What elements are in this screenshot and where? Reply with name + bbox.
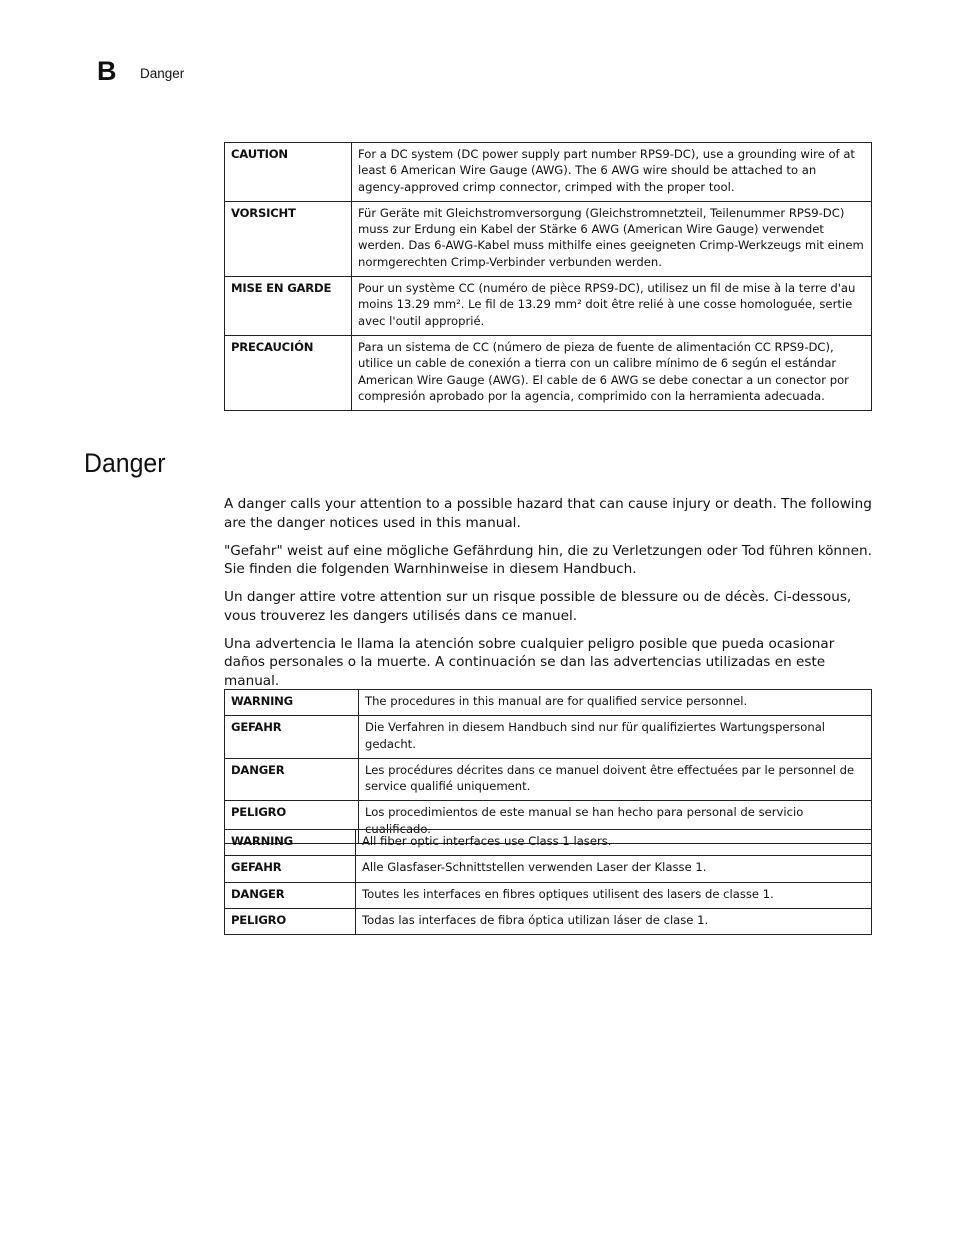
table-row bbox=[225, 277, 872, 336]
notice-text: Pour un système CC (numéro de pièce RPS9-DC), utilisez un fil de mise à la terre d'au moins 13.29 mm². Le fil de 13.29 mm² doit être relié à une cosse homologuée, sertie avec l'outil approprié. bbox=[352, 277, 872, 336]
table-row bbox=[225, 856, 872, 882]
notice-text: All fiber optic interfaces use Class 1 lasers. bbox=[356, 830, 872, 856]
notice-label: GEFAHR bbox=[225, 716, 359, 759]
notice-text: Für Geräte mit Gleichstromversorgung (Gleichstromnetzteil, Teilenummer RPS9-DC) muss zur Erdung ein Kabel der Stärke 6 AWG (American Wire Gauge) verwendet werden. Das 6-AWG-Kabel muss mithilfe eines geeigneten Crimp-Werkzeugs mit einem normgerechten Crimp-Verbinder verbunden werden. bbox=[352, 201, 872, 276]
table-row bbox=[225, 143, 872, 202]
danger-notice-table-personnel bbox=[224, 689, 872, 844]
notice-label: DANGER bbox=[225, 882, 356, 908]
table-row bbox=[225, 201, 872, 276]
caution-notice-table bbox=[224, 142, 872, 411]
appendix-letter: B bbox=[97, 56, 117, 86]
running-header-section: Danger bbox=[140, 66, 185, 81]
notice-label: VORSICHT bbox=[225, 201, 352, 276]
notice-text: Para un sistema de CC (número de pieza de fuente de alimentación CC RPS9-DC), utilice un cable de conexión a tierra con un calibre mínimo de 6 según el estándar American Wire Gauge (AWG). El cable de 6 AWG se debe conectar a un conector por compresión aprobado por la agencia, comprimido con la herramienta adecuada. bbox=[352, 335, 872, 410]
section-title: Danger bbox=[84, 448, 166, 478]
notice-label: PRECAUCIÓN bbox=[225, 335, 352, 410]
table-row bbox=[225, 690, 872, 716]
table-row bbox=[225, 335, 872, 410]
notice-text: The procedures in this manual are for qualified service personnel. bbox=[359, 690, 872, 716]
notice-text: Todas las interfaces de fibra óptica utilizan láser de clase 1. bbox=[356, 908, 872, 934]
intro-paragraph-en: A danger calls your attention to a possible hazard that can cause injury or death. The following are the danger notices used in this manual. bbox=[224, 496, 872, 531]
intro-paragraph-es: Una advertencia le llama la atención sobre cualquier peligro posible que pueda ocasionar daños personales o la muerte. A continuación se dan las advertencias utilizadas en este manual. bbox=[224, 635, 835, 689]
notice-label: DANGER bbox=[225, 758, 359, 801]
table-row bbox=[225, 908, 872, 934]
notice-text: Los procedimientos de este manual se han hecho para personal de servicio cualificado. bbox=[359, 801, 872, 844]
notice-label: WARNING bbox=[225, 690, 359, 716]
table-row bbox=[225, 716, 872, 759]
notice-text: Alle Glasfaser-Schnittstellen verwenden Laser der Klasse 1. bbox=[356, 856, 872, 882]
notice-label: GEFAHR bbox=[225, 856, 356, 882]
intro-paragraph-de: "Gefahr" weist auf eine mögliche Gefährdung hin, die zu Verletzungen oder Tod führen können. Sie finden die folgenden Warnhinweise in diesem Handbuch. bbox=[224, 542, 872, 578]
notice-label: CAUTION bbox=[225, 143, 352, 202]
intro-paragraph-fr: Un danger attire votre attention sur un risque possible de blessure ou de décès. Ci-dessous, vous trouverez les dangers utilisés dans ce manuel. bbox=[224, 589, 852, 624]
notice-label: PELIGRO bbox=[225, 908, 356, 934]
notice-text: Die Verfahren in diesem Handbuch sind nur für qualifiziertes Wartungspersonal gedacht. bbox=[359, 716, 872, 759]
table-row bbox=[225, 830, 872, 856]
notice-label: PELIGRO bbox=[225, 801, 359, 844]
notice-text: For a DC system (DC power supply part number RPS9-DC), use a grounding wire of at least 6 American Wire Gauge (AWG). The 6 AWG wire should be attached to an agency-approved crimp connector, crimped with the proper tool. bbox=[352, 143, 872, 202]
danger-notice-table-lasers bbox=[224, 829, 872, 935]
notice-text: Les procédures décrites dans ce manuel doivent être effectuées par le personnel de service qualifié uniquement. bbox=[359, 758, 872, 801]
notice-label: MISE EN GARDE bbox=[225, 277, 352, 336]
notice-text: Toutes les interfaces en fibres optiques utilisent des lasers de classe 1. bbox=[356, 882, 872, 908]
table-row bbox=[225, 882, 872, 908]
danger-intro bbox=[224, 495, 874, 700]
notice-label: WARNING bbox=[225, 830, 356, 856]
table-row bbox=[225, 758, 872, 801]
